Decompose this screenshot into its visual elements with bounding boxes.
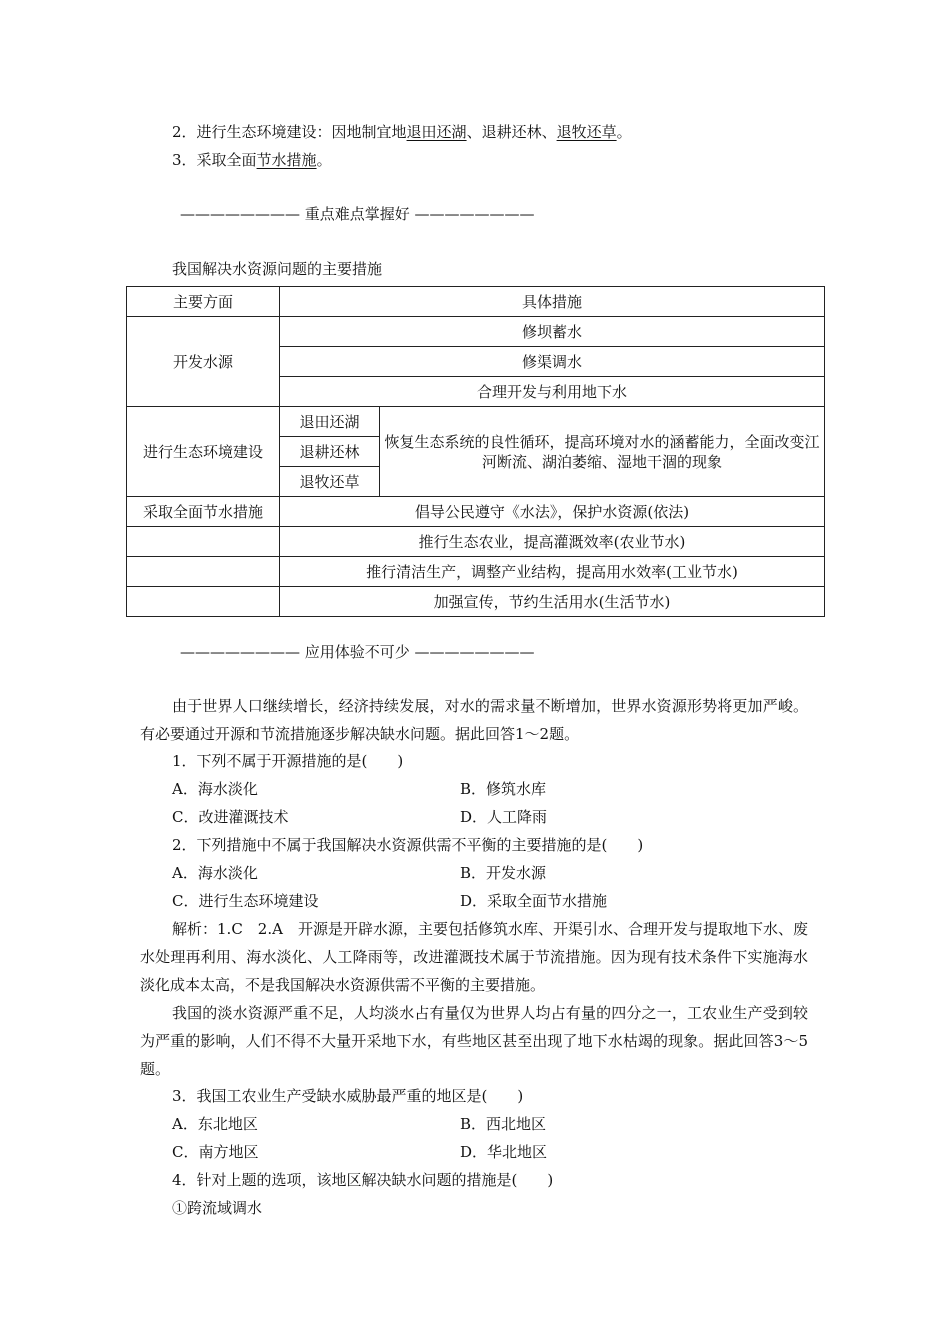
question-1-option-d: D．人工降雨 xyxy=(460,808,548,826)
question-1-option-b: B．修筑水库 xyxy=(460,780,547,798)
question-2-option-c: C．进行生态环境建设 xyxy=(172,892,319,910)
question-3-option-c: C．南方地区 xyxy=(172,1143,259,1161)
save-item: 推行生态农业，提高灌溉效率(农业节水) xyxy=(280,527,825,557)
question-3-option-b: B．西北地区 xyxy=(460,1115,547,1133)
section-heading-key-points: ———————— 重点难点掌握好 ———————— xyxy=(180,205,535,223)
question-2-option-b: B．开发水源 xyxy=(460,864,547,882)
empty-cell xyxy=(127,557,280,587)
table-title: 我国解决水资源问题的主要措施 xyxy=(172,260,383,278)
question-4-item-1: ①跨流域调水 xyxy=(172,1199,263,1217)
measure-line-3: 3．采取全面节水措施。 xyxy=(172,151,332,169)
measures-table xyxy=(126,286,825,617)
header-measures: 具体措施 xyxy=(280,287,825,317)
dev-label: 开发水源 xyxy=(127,317,280,407)
analysis-paragraph: 解析：1.C 2.A 开源是开辟水源，主要包括修筑水库、开渠引水、合理开发与提取地下水、废水处理再利用、海水淡化、人工降雨等，改进灌溉技术属于节流措施。因为现有技术条件下实施海水淡化成本太高，不是我国解决水资源供需不平衡的主要措施。 xyxy=(140,920,808,994)
section-heading-practice: ———————— 应用体验不可少 ———————— xyxy=(180,643,535,661)
question-4-stem: 4．针对上题的选项，该地区解决缺水问题的措施是( ) xyxy=(172,1171,554,1189)
empty-cell xyxy=(127,527,280,557)
table-row xyxy=(127,587,825,617)
underlined-term: 退田还湖 xyxy=(406,123,467,141)
eco-item: 退牧还草 xyxy=(280,467,380,497)
intro-paragraph-2: 我国的淡水资源严重不足，人均淡水占有量仅为世界人均占有量的四分之一，工农业生产受到较为严重的影响，人们不得不大量开采地下水，有些地区甚至出现了地下水枯竭的现象。据此回答3～5题。 xyxy=(140,1004,808,1078)
dev-item: 合理开发与利用地下水 xyxy=(280,377,825,407)
question-3-option-d: D．华北地区 xyxy=(460,1143,548,1161)
table-header-row xyxy=(127,287,825,317)
question-1-option-a: A．海水淡化 xyxy=(172,780,258,798)
table-row xyxy=(127,557,825,587)
eco-description: 恢复生态系统的良性循环，提高环境对水的涵蓄能力，全面改变江河断流、湖泊萎缩、湿地干涸的现象 xyxy=(380,407,825,497)
eco-label: 进行生态环境建设 xyxy=(127,407,280,497)
save-label: 采取全面节水措施 xyxy=(127,497,280,527)
table-row xyxy=(127,497,825,527)
save-item: 倡导公民遵守《水法》，保护水资源(依法) xyxy=(280,497,825,527)
question-1-stem: 1．下列不属于开源措施的是( ) xyxy=(172,752,404,770)
table-row xyxy=(127,407,825,437)
save-item: 推行清洁生产，调整产业结构，提高用水效率(工业节水) xyxy=(280,557,825,587)
table-row xyxy=(127,317,825,347)
question-2-option-a: A．海水淡化 xyxy=(172,864,258,882)
eco-item: 退田还湖 xyxy=(280,407,380,437)
save-item: 加强宣传，节约生活用水(生活节水) xyxy=(280,587,825,617)
table-row xyxy=(127,527,825,557)
dev-item: 修渠调水 xyxy=(280,347,825,377)
question-2-option-d: D．采取全面节水措施 xyxy=(460,892,608,910)
eco-item: 退耕还林 xyxy=(280,437,380,467)
empty-cell xyxy=(127,587,280,617)
underlined-term: 退牧还草 xyxy=(556,123,617,141)
header-aspect: 主要方面 xyxy=(127,287,280,317)
question-3-stem: 3．我国工农业生产受缺水威胁最严重的地区是( ) xyxy=(172,1087,524,1105)
intro-paragraph-1: 由于世界人口继续增长，经济持续发展，对水的需求量不断增加，世界水资源形势将更加严峻。有必要通过开源和节流措施逐步解决缺水问题。据此回答1～2题。 xyxy=(140,697,808,743)
dev-item: 修坝蓄水 xyxy=(280,317,825,347)
underlined-term: 节水措施 xyxy=(256,151,317,169)
measure-line-2: 2．进行生态环境建设：因地制宜地退田还湖、退耕还林、退牧还草。 xyxy=(172,123,632,141)
question-3-option-a: A．东北地区 xyxy=(172,1115,258,1133)
question-2-stem: 2．下列措施中不属于我国解决水资源供需不平衡的主要措施的是( ) xyxy=(172,836,644,854)
question-1-option-c: C．改进灌溉技术 xyxy=(172,808,289,826)
